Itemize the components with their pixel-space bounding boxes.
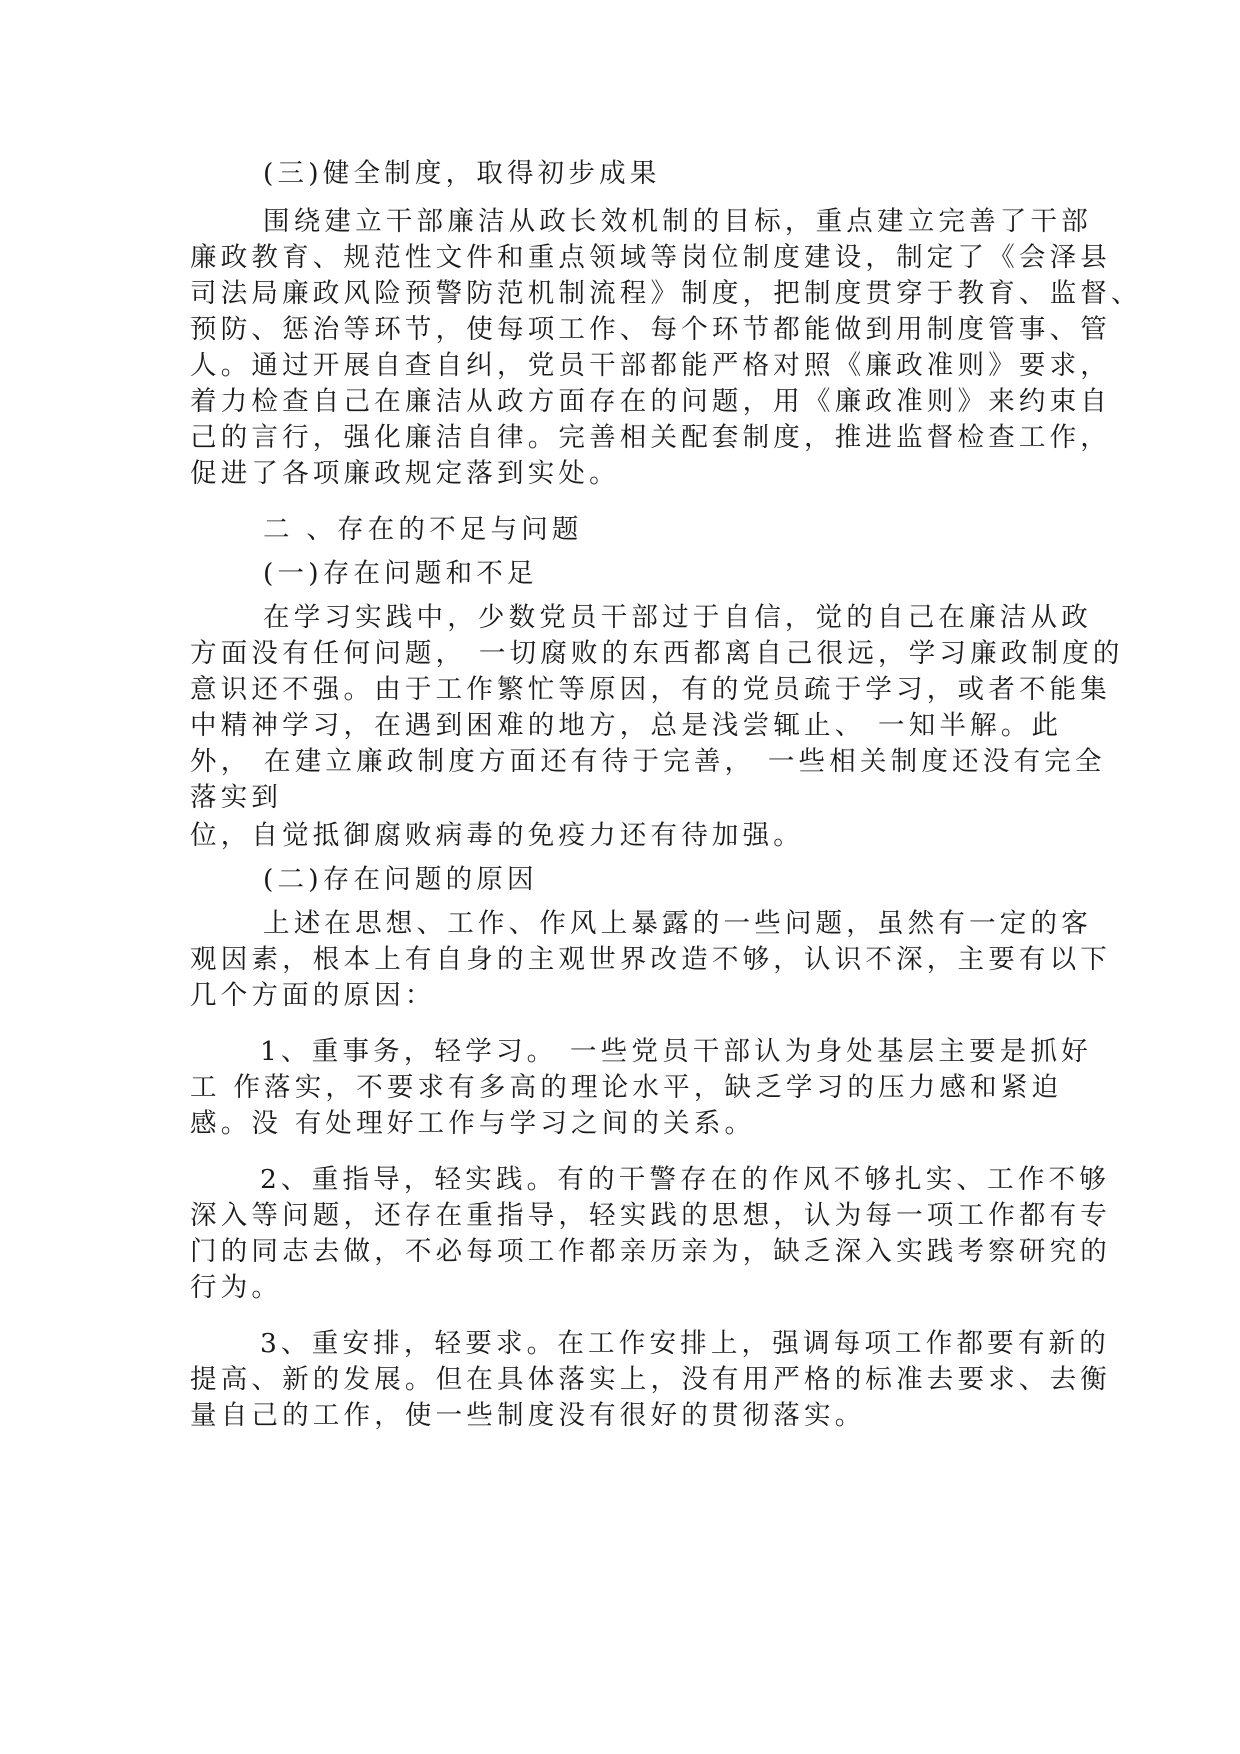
paragraph-line: 着力检查自己在廉洁从政方面存在的问题，用《廉政准则》来约束自 — [190, 386, 1111, 417]
list-item-1: 1、重事务，轻学习。 一些党员干部认为身处基层主要是抓好 — [260, 1036, 1092, 1067]
paragraph-line: 意识还不强。由于工作繁忙等原因，有的党员疏于学习，或者不能集 — [190, 674, 1111, 705]
paragraph-line: 门的同志去做，不必每项工作都亲历亲为，缺乏深入实践考察研究的 — [190, 1236, 1111, 1267]
paragraph-line: 司法局廉政风险预警防范机制流程》制度，把制度贯穿于教育、监督、 — [190, 278, 1142, 309]
paragraph-line: 提高、新的发展。但在具体落实上，没有用严格的标准去要求、去衡 — [190, 1364, 1111, 1395]
paragraph-line: 几个方面的原因： — [190, 980, 436, 1011]
paragraph-line: 中精神学习，在遇到困难的地方，总是浅尝辄止、 一知半解。此 — [190, 710, 1063, 741]
paragraph-line: 外， 在建立廉政制度方面还有待于完善， 一些相关制度还没有完全 — [190, 746, 1106, 777]
paragraph-line: 围绕建立干部廉洁从政长效机制的目标，重点建立完善了干部 — [263, 206, 1092, 237]
paragraph-line: 在学习实践中，少数党员干部过于自信，觉的自己在廉洁从政 — [263, 602, 1092, 633]
subsection-heading-1: (一)存在问题和不足 — [263, 558, 538, 589]
paragraph-line: 观因素，根本上有自身的主观世界改造不够，认识不深，主要有以下 — [190, 944, 1111, 975]
subsection-heading-2: (二)存在问题的原因 — [263, 864, 538, 895]
paragraph-line: 位，自觉抵御腐败病毒的免疫力还有待加强。 — [190, 820, 804, 851]
paragraph-line: 己的言行，强化廉洁自律。完善相关配套制度，推进监督检查工作， — [190, 422, 1111, 453]
list-item-2: 2、重指导，轻实践。有的干警存在的作风不够扎实、工作不够 — [260, 1164, 1110, 1195]
paragraph-line: 方面没有任何问题， 一切腐败的东西都离自己很远，学习廉政制度的 — [190, 638, 1124, 669]
paragraph-line: 预防、惩治等环节，使每项工作、每个环节都能做到用制度管事、管 — [190, 314, 1111, 345]
list-item-3: 3、重安排，轻要求。在工作安排上，强调每项工作都要有新的 — [260, 1328, 1110, 1359]
paragraph-line: 上述在思想、工作、作风上暴露的一些问题，虽然有一定的客 — [263, 908, 1092, 939]
paragraph-line: 人。通过开展自查自纠，党员干部都能严格对照《廉政准则》要求， — [190, 350, 1111, 381]
paragraph-line: 深入等问题，还存在重指导，轻实践的思想，认为每一项工作都有专 — [190, 1200, 1111, 1231]
paragraph-line: 工 作落实，不要求有多高的理论水平，缺乏学习的压力感和紧迫 — [190, 1072, 1063, 1103]
section-heading-2: 二 、存在的不足与问题 — [263, 514, 583, 545]
section-heading-3: (三)健全制度，取得初步成果 — [263, 158, 661, 189]
paragraph-line: 感。没 有处理好工作与学习之间的关系。 — [190, 1108, 756, 1139]
paragraph-line: 廉政教育、规范性文件和重点领域等岗位制度建设，制定了《会泽县 — [190, 242, 1111, 273]
paragraph-line: 行为。 — [190, 1272, 283, 1303]
paragraph-line: 促进了各项廉政规定落到实处。 — [190, 458, 620, 489]
paragraph-line: 落实到 — [190, 782, 283, 813]
paragraph-line: 量自己的工作，使一些制度没有很好的贯彻落实。 — [190, 1400, 866, 1431]
